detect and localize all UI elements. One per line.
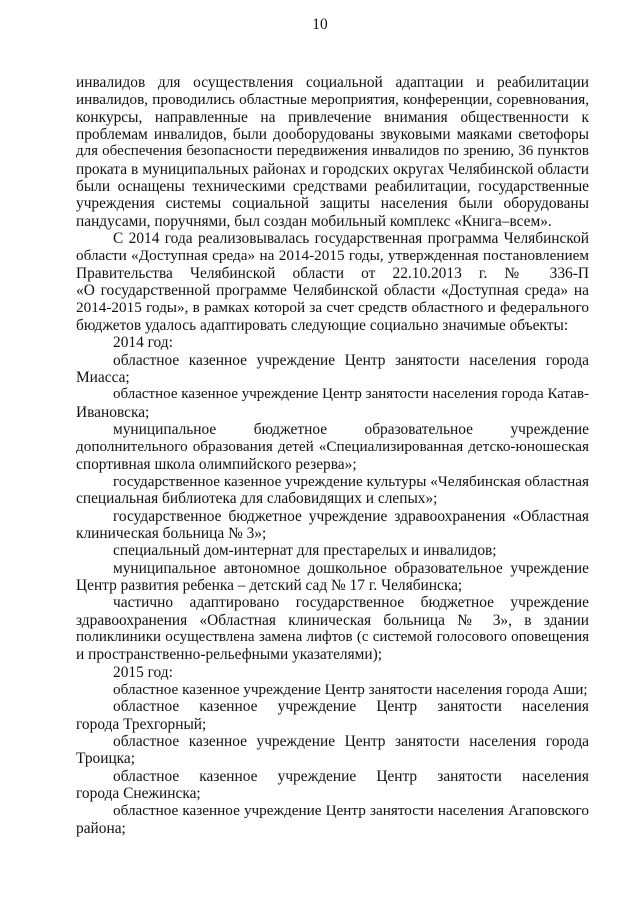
text-line: Ивановска; — [76, 403, 150, 421]
text-line: пандусами, поручнями, был создан мобильный комплекс «Книга–всем». — [76, 212, 552, 230]
page-number: 10 — [312, 16, 328, 33]
text-line: областное казенное учреждение Центр занятости населения — [113, 767, 589, 785]
text-line: города Трехгорный; — [76, 715, 207, 733]
text-line: для обеспечения безопасности передвижения инвалидов по зрению, 36 пунктов — [76, 143, 589, 160]
text-line: проката в муниципальных районах и городских округах Челябинской области — [76, 160, 589, 178]
text-line: инвалидов, проводились областные мероприятия, конференции, соревнования, — [76, 91, 589, 109]
text-line: специальная библиотека для слабовидящих и слепых»; — [76, 490, 438, 508]
text-line: муниципальное автономное дошкольное образовательное учреждение — [113, 559, 589, 577]
text-line: бюджетов удалось адаптировать следующие социально значимые объекты: — [76, 316, 569, 334]
text-line: С 2014 года реализовывалась государственная программа Челябинской — [113, 230, 589, 248]
text-line: дополнительного образования детей «Специализированная детско-юношеская — [76, 438, 589, 456]
text-line: поликлиники осуществлена замена лифтов (с системой голосового оповещения — [76, 629, 589, 645]
text-line: инвалидов для осуществления социальной адаптации и реабилитации — [76, 74, 589, 91]
text-line: 2014 год: — [113, 334, 173, 352]
text-line: государственное бюджетное учреждение здравоохранения «Областная — [113, 507, 589, 525]
text-line: областное казенное учреждение Центр занятости населения Агаповского — [113, 802, 589, 820]
text-line: «О государственной программе Челябинской области «Доступная среда» на — [76, 282, 589, 300]
text-line: областное казенное учреждение Центр занятости населения города Катав- — [113, 386, 589, 403]
text-line: специальный дом-интернат для престарелых и инвалидов; — [113, 542, 497, 560]
text-line: Центр развития ребенка – детский сад № 17 г. Челябинска; — [76, 576, 463, 594]
text-line: областное казенное учреждение Центр занятости населения города Аши; — [113, 681, 588, 699]
text-line: Троицка; — [76, 750, 136, 768]
text-line: были оснащены техническими средствами реабилитации, государственные — [76, 178, 589, 196]
text-line: спортивная школа олимпийского резерва»; — [76, 455, 357, 473]
text-line: и пространственно-рельефными указателями); — [76, 646, 383, 664]
text-line: города Снежинска; — [76, 785, 201, 803]
text-line: района; — [76, 819, 126, 837]
text-line: областное казенное учреждение Центр занятости населения — [113, 698, 589, 716]
text-line: областное казенное учреждение Центр занятости населения города — [113, 733, 589, 751]
text-line: областное казенное учреждение Центр занятости населения города — [113, 351, 589, 369]
text-line: области «Доступная среда» на 2014-2015 годы, утвержденная постановлением — [76, 247, 589, 265]
text-line: 2015 год: — [113, 663, 173, 681]
text-line: клиническая больница № 3»; — [76, 524, 267, 542]
text-line: Миасса; — [76, 368, 130, 386]
text-line: здравоохранения «Областная клиническая больница № 3», в здании — [76, 611, 589, 629]
text-line: Правительства Челябинской области от 22.10.2013 г. № 336-П — [76, 264, 589, 282]
text-line: муниципальное бюджетное образовательное учреждение — [113, 420, 589, 438]
text-line: государственное казенное учреждение культуры «Челябинская областная — [113, 472, 589, 490]
text-line: 2014-2015 годы», в рамках которой за счет средств областного и федерального — [76, 299, 589, 317]
text-line: проблемам инвалидов, были дооборудованы звуковыми маяками светофоры — [76, 126, 589, 144]
text-line: частично адаптировано государственное бюджетное учреждение — [113, 594, 589, 612]
document-body — [76, 74, 589, 837]
text-line: учреждения системы социальной защиты населения были оборудованы — [76, 195, 589, 213]
text-line: конкурсы, направленные на привлечение внимания общественности к — [76, 108, 589, 126]
